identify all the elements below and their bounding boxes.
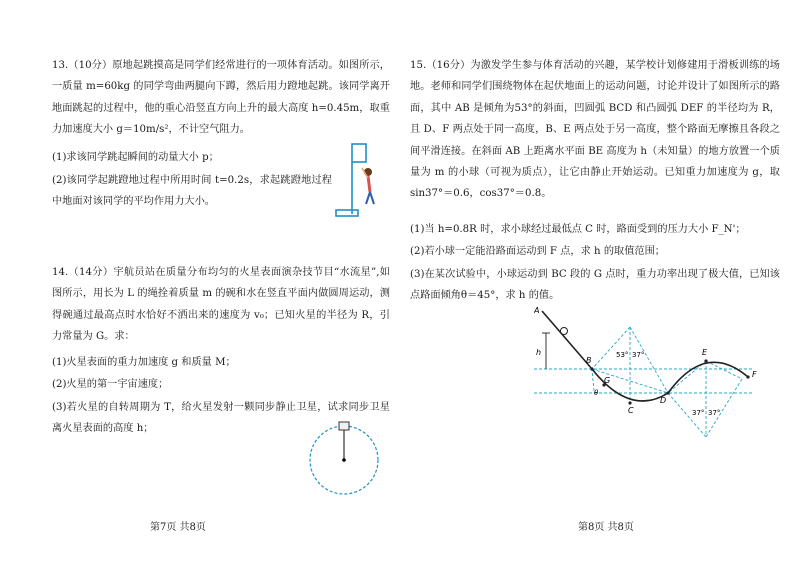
reach-board (352, 144, 366, 162)
q15-part3: (3)在某次试验中，小球运动到 BC 段的 G 点时，重力功率出现了极大值，已知该点路面倾角θ＝45°，求 h 的值。 (410, 269, 780, 302)
jumper-leg-left (366, 192, 370, 204)
q14-part3: (3)若火星的自转周期为 T，给火星发射一颗同步静止卫星，试求同步卫星离火星表面的高度 h； (52, 402, 390, 435)
angle-37-lower-right: 37° (708, 409, 721, 417)
q15-stem: 15.（16分）为激发学生参与体育活动的兴趣，某学校计划修建用于滑板训练的场地。老师和同学们围绕物体在起伏地面上的运动问题，讨论并设计了如图所示的路面，其中 AB 是倾角为53°的斜面，凹圆弧 BCD 和凸圆弧 DEF 的半径均为 R，且 D、F 两点处于同一高度，B、E 两点处于另一高度，整个路面无摩擦且各段之间平滑连接。在斜面 AB 上距离水平面 BE 高度为 h（未知量）的地方放置一个质量为 m 的小球（可视为质点），让它由静止开始运动。已知重力加速度为 g，取sin37°＝0.6，cos37°＝0.8。 (410, 60, 780, 200)
page-7-footer: 第7页 共8页 (150, 522, 206, 533)
angle-37-lower-left: 37° (692, 409, 705, 417)
jumper-body (368, 176, 370, 192)
label-C: C (628, 406, 634, 415)
q14-part2: (2)火星的第一宇宙速度； (52, 379, 169, 390)
label-G: G (604, 376, 611, 385)
label-B: B (586, 356, 592, 365)
track-path (542, 311, 748, 401)
label-E: E (702, 348, 708, 357)
q15-part2: (2)若小球一定能沿路面运动到 F 点，求 h 的取值范围； (410, 246, 665, 257)
q14-part1: (1)火星表面的重力加速度 g 和质量 M； (52, 357, 236, 368)
center-point (342, 458, 346, 462)
ground-base (336, 210, 358, 216)
q13-part1: (1)求该同学跳起瞬间的动量大小 p； (52, 152, 219, 163)
label-D: D (660, 396, 667, 405)
track-points (590, 359, 749, 404)
angle-53: 53° (616, 351, 629, 359)
construction-lines (534, 327, 754, 437)
label-A: A (534, 306, 540, 315)
label-F: F (752, 370, 757, 379)
q14-stem: 14.（14分）宇航员站在质量分布均匀的火星表面演杂技节目“水流星”,如图所示，用长为 L 的绳拴着质量 m 的碗和水在竖直平面内做圆周运动，测得碗通过最高点时水恰好不洒出来的速度为 v₀；已知火星的半径为 R，引力常量为 G。求： (52, 267, 390, 343)
label-theta: θ (594, 389, 599, 397)
track-figure (534, 305, 774, 445)
water-meteor-figure (304, 418, 384, 498)
jumper-leg-right (370, 192, 374, 204)
q15-part1: (1)当 h=0.8R 时，求小球经过最低点 C 时，路面受到的压力大小 F_N'； (410, 224, 746, 235)
page-8-footer: 第8页 共8页 (578, 522, 634, 533)
bowl (339, 422, 349, 430)
q13-stem: 13.（10分）原地起跳摸高是同学们经常进行的一项体育活动。如图所示，一质量 m=60kg 的同学弯曲两腿向下蹲，然后用力蹬地起跳。该同学离开地面跳起的过程中，他的重心沿竖直方向上升的最大高度 h=0.45m，取重力加速度大小 g＝10m/s²，不计空气阻力。 (52, 60, 390, 136)
q13-part2: (2)该同学起跳蹬地过程中所用时间 t=0.2s，求起跳蹬地过程中地面对该同学的平均作用力大小。 (52, 175, 332, 208)
angle-37-upper: 37° (632, 351, 645, 359)
label-h: h (536, 348, 542, 357)
jump-figure (332, 140, 392, 222)
ball (561, 328, 568, 335)
